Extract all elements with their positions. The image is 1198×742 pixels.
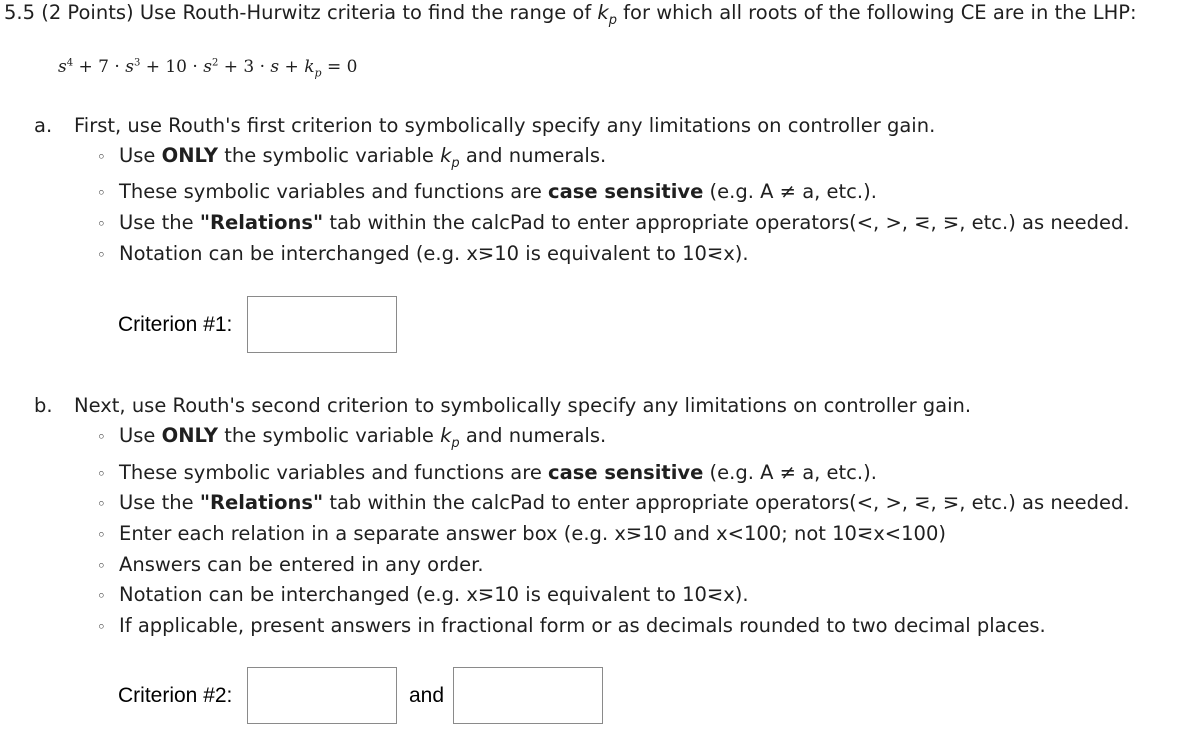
bullet-icon: ◦ bbox=[97, 618, 106, 636]
bullet-icon: ◦ bbox=[97, 526, 106, 544]
question-number: 5.5 bbox=[4, 1, 36, 24]
question-text-after: for which all roots of the following CE are in the LHP: bbox=[616, 1, 1137, 24]
part-b-letter: b. bbox=[34, 394, 53, 417]
bullet-icon: ◦ bbox=[97, 246, 106, 264]
characteristic-equation: $s^4 + 7 \cdot s^3 + 10 \cdot s^2 + 3 \cdot s + k_p = 0$ bbox=[58, 57, 358, 80]
bullet-icon: ◦ bbox=[97, 465, 106, 483]
criterion-2-label: Criterion #2: bbox=[118, 684, 233, 707]
part-a-bullet-1: Use ONLY the symbolic variable $k_p$ and numerals. bbox=[119, 144, 607, 171]
bullet-icon: ◦ bbox=[97, 587, 106, 605]
part-b-bullet-5: Answers can be entered in any order. bbox=[119, 553, 484, 576]
part-b-bullet-4: Enter each relation in a separate answer box (e.g. x⋝10 and x<100; not 10⋜x<100) bbox=[119, 522, 946, 545]
question-title bbox=[4, 1, 1137, 28]
criterion-2-answer-input-1[interactable] bbox=[247, 667, 397, 724]
criterion-2-answer-input-2[interactable] bbox=[453, 667, 603, 724]
criterion-1-label: Criterion #1: bbox=[118, 313, 233, 336]
bullet-icon: ◦ bbox=[97, 428, 106, 446]
part-a-bullet-3: Use the "Relations" tab within the calcPad to enter appropriate operators(<, >, ⋜, ⋝, etc.) as needed. bbox=[119, 211, 1130, 234]
bullet-icon: ◦ bbox=[97, 215, 106, 233]
and-label: and bbox=[409, 684, 445, 707]
part-b-intro: Next, use Routh's second criterion to symbolically specify any limitations on controller gain. bbox=[74, 394, 972, 417]
part-b-bullet-1: Use ONLY the symbolic variable $k_p$ and numerals. bbox=[119, 424, 607, 451]
question-points: (2 Points) bbox=[41, 1, 134, 24]
part-a-bullet-4: Notation can be interchanged (e.g. x⋝10 is equivalent to 10⋜x). bbox=[119, 242, 749, 265]
kp-variable: $k_p$ bbox=[597, 1, 617, 28]
part-b-bullet-7: If applicable, present answers in fractional form or as decimals rounded to two decimal places. bbox=[119, 614, 1046, 637]
part-b-bullet-3: Use the "Relations" tab within the calcPad to enter appropriate operators(<, >, ⋜, ⋝, etc.) as needed. bbox=[119, 491, 1130, 514]
criterion-1-answer-input[interactable] bbox=[247, 296, 397, 353]
bullet-icon: ◦ bbox=[97, 148, 106, 166]
bullet-icon: ◦ bbox=[97, 495, 106, 513]
bullet-icon: ◦ bbox=[97, 184, 106, 202]
part-a-bullet-2: These symbolic variables and functions are case sensitive (e.g. A ≠ a, etc.). bbox=[119, 180, 877, 203]
part-a-letter: a. bbox=[34, 114, 53, 137]
bullet-icon: ◦ bbox=[97, 557, 106, 575]
part-b-bullet-6: Notation can be interchanged (e.g. x⋝10 is equivalent to 10⋜x). bbox=[119, 583, 749, 606]
part-a-intro: First, use Routh's first criterion to symbolically specify any limitations on controller gain. bbox=[74, 114, 936, 137]
question-text-before: Use Routh-Hurwitz criteria to find the range of bbox=[139, 1, 598, 24]
part-b-bullet-2: These symbolic variables and functions are case sensitive (e.g. A ≠ a, etc.). bbox=[119, 461, 877, 484]
